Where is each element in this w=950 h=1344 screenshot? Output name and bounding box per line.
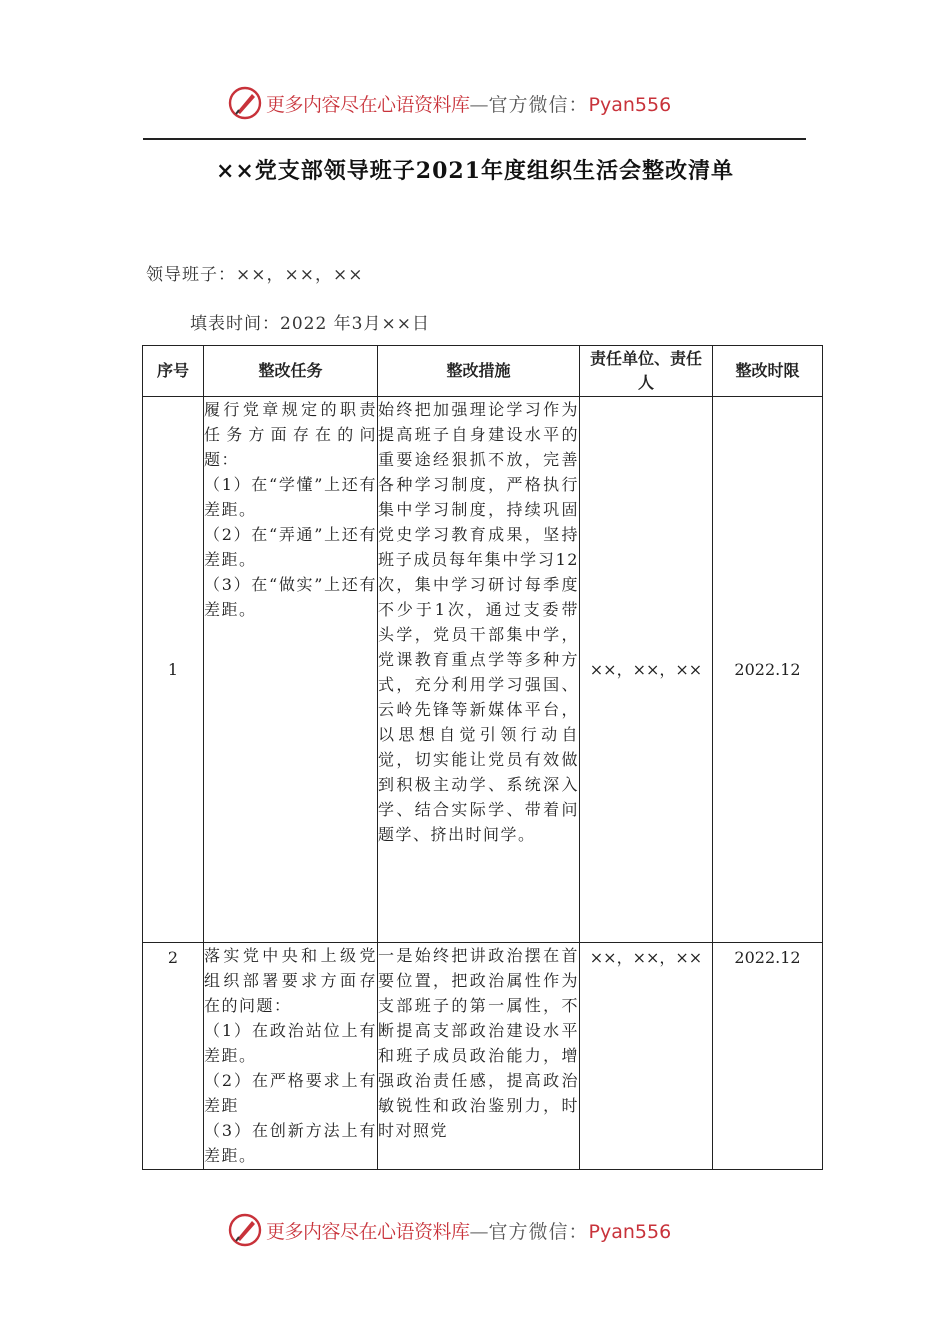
row-responsible: ××，××，××	[580, 397, 713, 943]
column-header-measure: 整改措施	[378, 346, 580, 397]
row-task: 履行党章规定的职责任务方面存在的问题： （1）在“学懂”上还有差距。 （2）在“弄通”上还有差距。 （3）在“做实”上还有差距。	[204, 397, 378, 943]
row-task-cell	[204, 943, 378, 1170]
column-header-unit: 责任单位、责任人	[580, 346, 713, 397]
banner-dash: —	[469, 1221, 489, 1243]
row-measure: 一是始终把讲政治摆在首要位置，把政治属性作为支部班子的第一属性，不断提高支部政治建设水平和班子成员政治能力，增强政治责任感，提高政治敏锐性和政治鉴别力，时时对照党	[378, 946, 579, 1140]
banner-text	[266, 90, 671, 117]
row-task: 落实党中央和上级党组织部署要求方面存在的问题： （1）在政治站位上有差距。 （2）在严格要求上有差距 （3）在创新方法上有差距。	[204, 946, 377, 1165]
table-header-row	[143, 346, 823, 397]
footer-banner	[0, 1210, 950, 1250]
banner-wechat-label: 官方微信：	[488, 1221, 589, 1243]
banner-wechat-label: 官方微信：	[488, 94, 589, 116]
banner-wechat-id: Pyan556	[588, 94, 672, 116]
row-index: 1	[143, 397, 204, 943]
rectification-table	[142, 345, 823, 1170]
column-header-deadline: 整改时限	[713, 346, 823, 397]
banner-wechat-id: Pyan556	[588, 1221, 672, 1243]
banner-dash: —	[469, 94, 489, 116]
row-deadline: 2022.12	[713, 397, 823, 943]
banner-main-text: 更多内容尽在心语资料库	[266, 1221, 470, 1243]
row-measure-cell	[378, 943, 580, 1170]
header-rule	[143, 138, 806, 140]
table-row	[143, 397, 823, 943]
fill-date-line: 填表时间：2022 年3月××日	[190, 314, 430, 334]
row-index: 2	[143, 943, 204, 1170]
row-responsible: ××，××，××	[580, 943, 713, 1170]
banner-text	[266, 1217, 671, 1244]
row-measure: 始终把加强理论学习作为提高班子自身建设水平的重要途经狠抓不放，完善各种学习制度，严格执行集中学习制度，持续巩固党史学习教育成果，坚持班子成员每年集中学习12次，集中学习研讨每季度不少于1次，通过支委带头学，党员干部集中学，党课教育重点学等多种方式，充分利用学习强国、云岭先锋等新媒体平台，以思想自觉引领行动自觉，切实能让党员有效做到积极主动学、系统深入学、结合实际学、带着问题学、挤出时间学。	[378, 397, 580, 943]
leaders-line: 领导班子：××，××，××	[146, 265, 364, 285]
header-banner	[0, 83, 950, 123]
column-header-index: 序号	[143, 346, 204, 397]
quill-pen-seal-icon	[228, 86, 262, 120]
column-header-task: 整改任务	[204, 346, 378, 397]
page-title: ××党支部领导班子2021年度组织生活会整改清单	[215, 158, 735, 184]
table-row	[143, 943, 823, 1170]
banner-main-text: 更多内容尽在心语资料库	[266, 94, 470, 116]
quill-pen-seal-icon	[228, 1213, 262, 1247]
row-deadline: 2022.12	[713, 943, 823, 1170]
